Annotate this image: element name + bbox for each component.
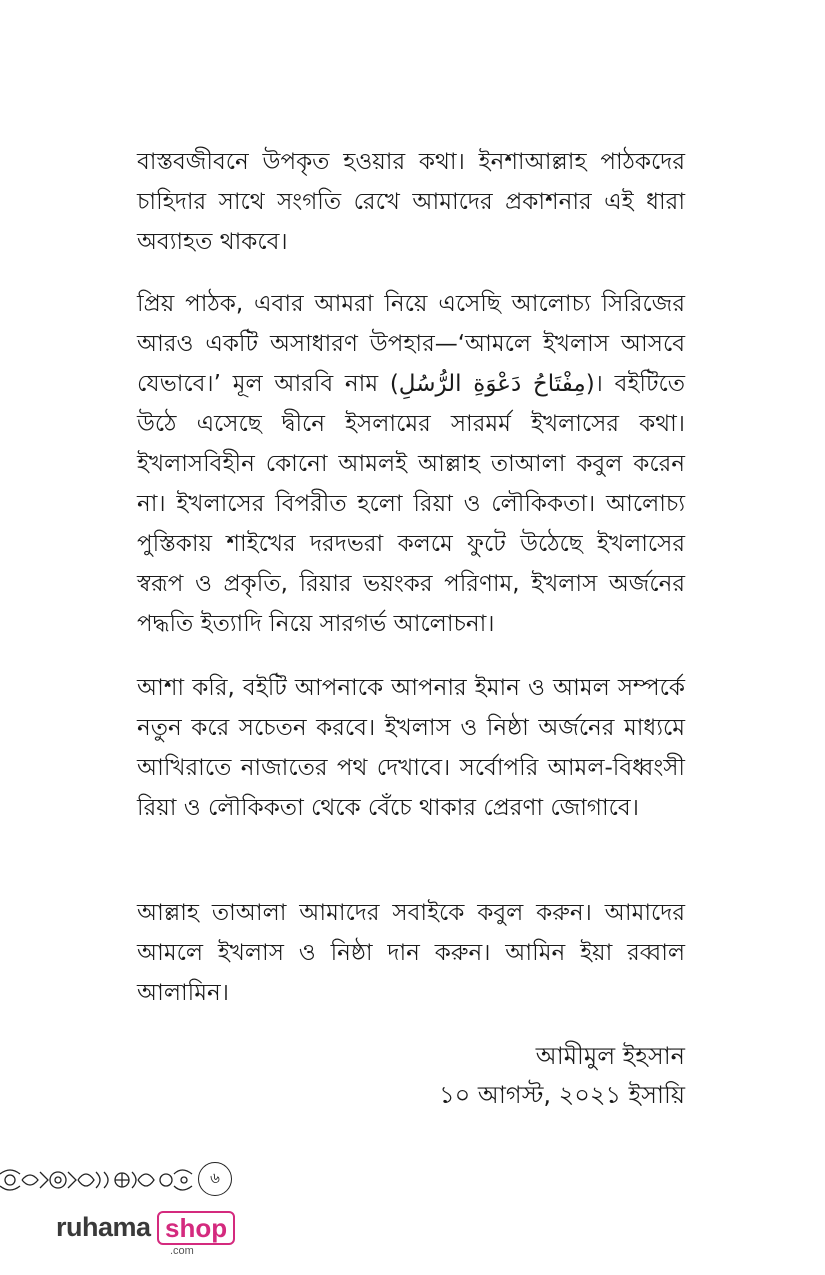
book-description-paragraph: প্রিয় পাঠক, এবার আমরা নিয়ে এসেছি আলোচ্য সিরিজের আরও একটি অসাধারণ উপহার—‘আমলে ইখলাস আসবে যেভাবে।’ মূল আরবি নাম (مِفْتَاحُ دَعْوَةِ الرُّسُلِ)। বইটিতে উঠে এসেছে দ্বীনে ইসলামের সারমর্ম ইখলাসের কথা। ইখলাসবিহীন কোনো আমলই আল্লাহ তাআলা কবুল করেন না। ইখলাসের বিপরীত হলো রিয়া ও লৌকিকতা। আলোচ্য পুস্তিকায় শাইখের দরদভরা কলমে ফুটে উঠেছে ইখলাসের স্বরূপ ও প্রকৃতি, রিয়ার ভয়ংকর পরিণাম, ইখলাস অর্জনের পদ্ধতি ইত্যাদি নিয়ে সারগর্ভ আলোচনা। bbox=[137, 291, 685, 637]
decorative-border-icon bbox=[0, 1160, 195, 1200]
logo-text-com: .com bbox=[170, 1245, 194, 1257]
logo-text-ruhama: ruhama bbox=[56, 1212, 151, 1242]
author-signature: আমীমুল ইহসান bbox=[535, 1042, 685, 1070]
logo-text-shop: shop bbox=[157, 1211, 235, 1245]
signature-date: ১০ আগস্ট, ২০২১ ইসায়ি bbox=[439, 1081, 685, 1109]
prayer-paragraph: আল্লাহ তাআলা আমাদের সবাইকে কবুল করুন। আমাদের আমলে ইখলাস ও নিষ্ঠা দান করুন। আমিন ইয়া রব্বাল আলামিন। bbox=[137, 900, 685, 1006]
hope-paragraph: আশা করি, বইটি আপনাকে আপনার ইমান ও আমল সম্পর্কে নতুন করে সচেতন করবে। ইখলাস ও নিষ্ঠা অর্জনের মাধ্যমে আখিরাতে নাজাতের পথ দেখাবে। সর্বোপরি আমল-বিধ্বংসী রিয়া ও লৌকিকতা থেকে বেঁচে থাকার প্রেরণা জোগাবে। bbox=[137, 675, 685, 821]
intro-paragraph: বাস্তবজীবনে উপকৃত হওয়ার কথা। ইনশাআল্লাহ পাঠকদের চাহিদার সাথে সংগতি রেখে আমাদের প্রকাশনার এই ধারা অব্যাহত থাকবে। bbox=[137, 149, 685, 255]
ruhamashop-logo bbox=[56, 1208, 256, 1258]
page-number: ৬ bbox=[198, 1162, 232, 1196]
